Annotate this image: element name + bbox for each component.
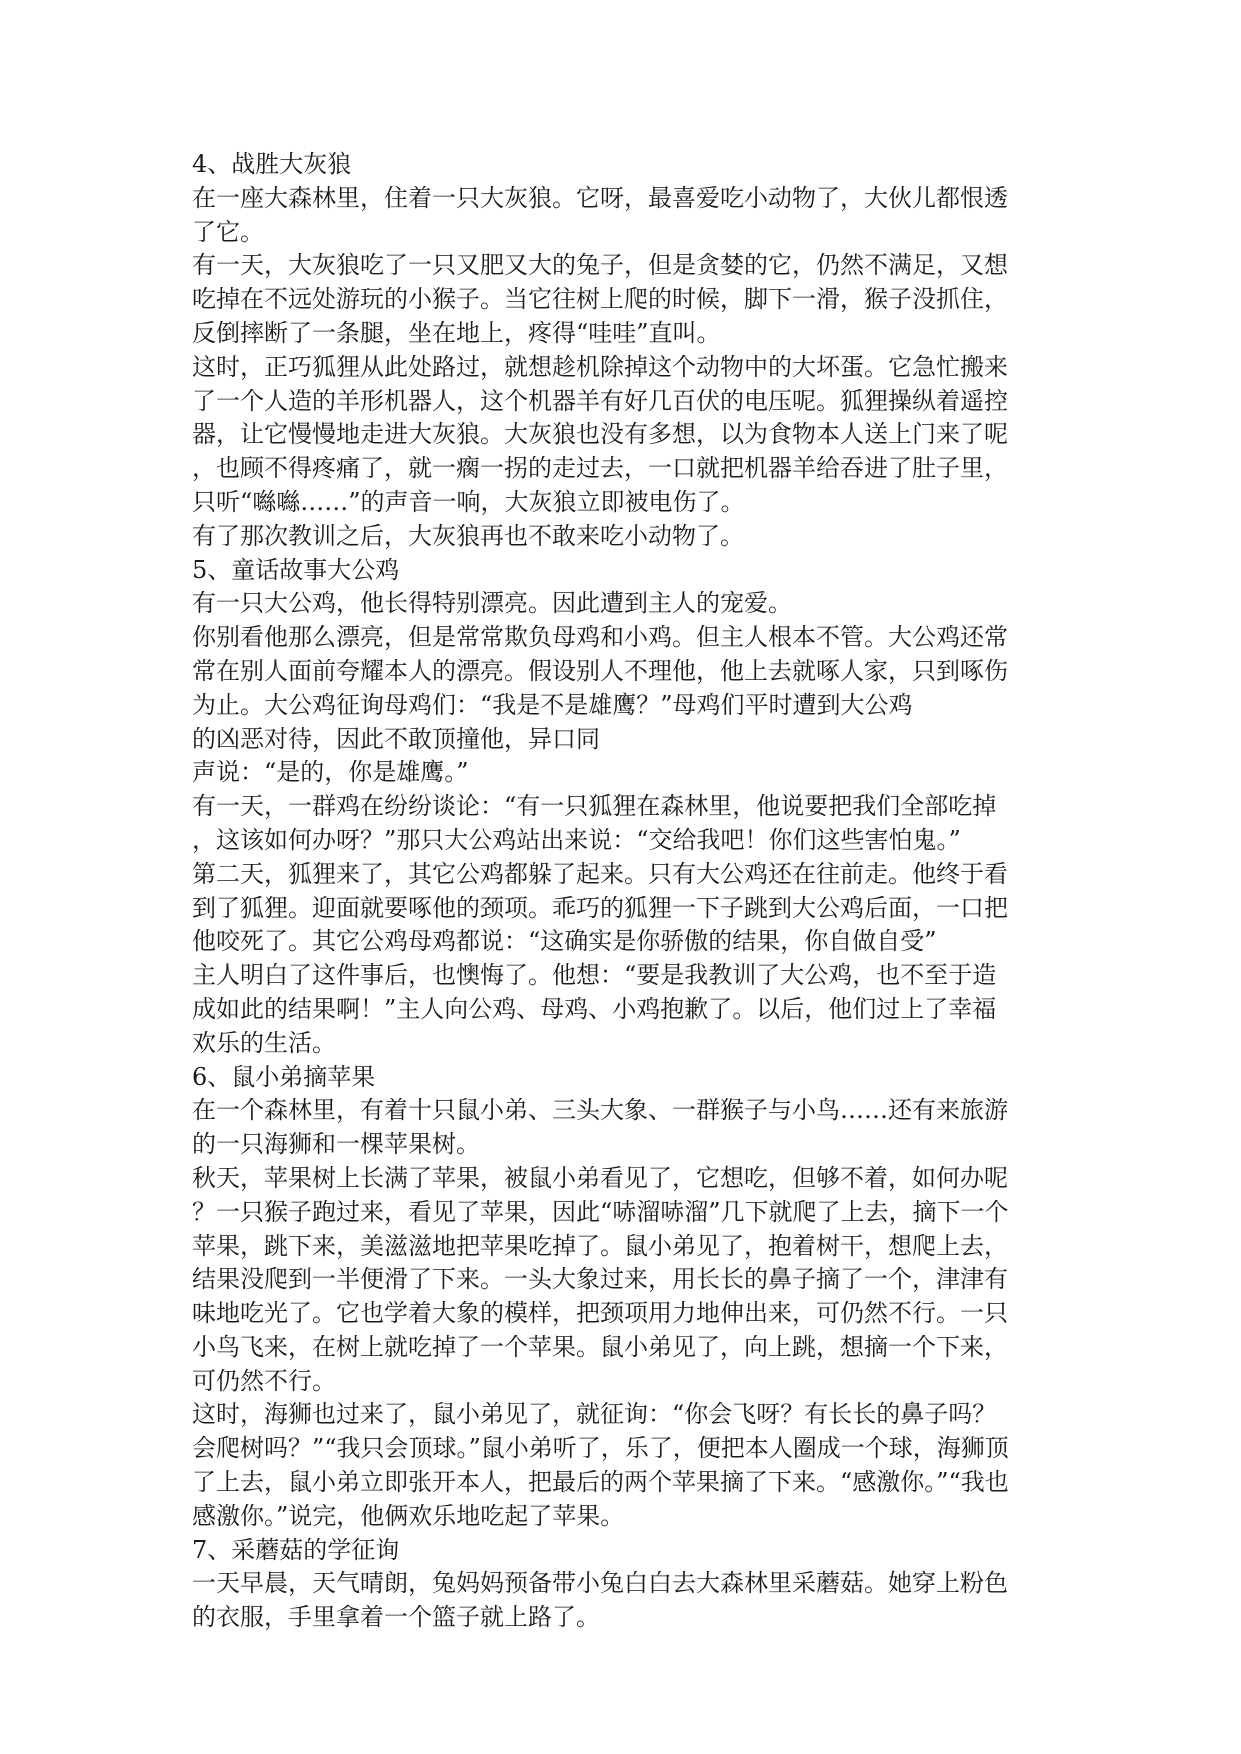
text-line: 这时，正巧狐狸从此处路过，就想趁机除掉这个动物中的大坏蛋。它急忙搬来	[192, 352, 1008, 381]
text-line: 欢乐的生活。	[192, 1028, 336, 1057]
text-line: 在一个森林里，有着十只鼠小弟、三头大象、一群猴子与小鸟……还有来旅游	[192, 1096, 1008, 1125]
document-body	[192, 148, 1072, 1635]
text-line: 秋天，苹果树上长满了苹果，被鼠小弟看见了，它想吃，但够不着，如何办呢	[192, 1163, 1008, 1192]
text-line: ？一只猴子跑过来，看见了苹果，因此“哧溜哧溜”几下就爬了上去，摘下一个	[192, 1197, 1009, 1226]
text-line: 的衣服，手里拿着一个篮子就上路了。	[192, 1603, 600, 1632]
text-line: 你别看他那么漂亮，但是常常欺负母鸡和小鸡。但主人根本不管。大公鸡还常	[192, 623, 1008, 652]
text-line: 6、鼠小弟摘苹果	[192, 1062, 376, 1091]
text-line: 苹果，跳下来，美滋滋地把苹果吃掉了。鼠小弟见了，抱着树干，想爬上去，	[192, 1231, 1008, 1260]
text-line: 结果没爬到一半便滑了下来。一头大象过来，用长长的鼻子摘了一个，津津有	[192, 1265, 1008, 1294]
text-line: 可仍然不行。	[192, 1366, 336, 1395]
text-line: 小鸟飞来，在树上就吃掉了一个苹果。鼠小弟见了，向上跳，想摘一个下来，	[192, 1332, 1008, 1361]
text-line: 一天早晨，天气晴朗，兔妈妈预备带小兔白白去大森林里采蘑菇。她穿上粉色	[192, 1569, 1008, 1598]
text-line: 第二天，狐狸来了，其它公鸡都躲了起来。只有大公鸡还在往前走。他终于看	[192, 859, 1008, 888]
text-line: 的一只海狮和一棵苹果树。	[192, 1130, 480, 1159]
text-line: 了上去，鼠小弟立即张开本人，把最后的两个苹果摘了下来。“感激你。”“我也	[192, 1468, 1009, 1497]
text-line: 这时，海狮也过来了，鼠小弟见了，就征询：“你会飞呀？有长长的鼻子吗？	[192, 1400, 997, 1429]
text-line: 声说：“是的，你是雄鹰。”	[192, 758, 469, 787]
text-line: 只听“噝噝……”的声音一响，大灰狼立即被电伤了。	[192, 487, 745, 516]
text-line: 器，让它慢慢地走进大灰狼。大灰狼也没有多想，以为食物本人送上门来了呢	[192, 420, 1008, 449]
text-line: 的凶恶对待，因此不敢顶撞他，异口同	[192, 724, 600, 753]
text-line: 到了狐狸。迎面就要啄他的颈项。乖巧的狐狸一下子跳到大公鸡后面，一口把	[192, 893, 1008, 922]
text-line: 了一个人造的羊形机器人，这个机器羊有好几百伏的电压呢。狐狸操纵着遥控	[192, 386, 1008, 415]
text-line: 感激你。”说完，他俩欢乐地吃起了苹果。	[192, 1501, 625, 1530]
text-line: 5、童话故事大公鸡	[192, 555, 400, 584]
text-line: 有一只大公鸡，他长得特别漂亮。因此遭到主人的宠爱。	[192, 589, 792, 618]
text-line: 主人明白了这件事后，也懊悔了。他想：“要是我教训了大公鸡，也不至于造	[192, 961, 997, 990]
text-line: 有了那次教训之后，大灰狼再也不敢来吃小动物了。	[192, 521, 744, 550]
text-line: 有一天，一群鸡在纷纷谈论：“有一只狐狸在森林里，他说要把我们全部吃掉	[192, 792, 997, 821]
text-line: 在一座大森林里，住着一只大灰狼。它呀，最喜爱吃小动物了，大伙儿都恨透	[192, 183, 1008, 212]
text-line: 了它。	[192, 217, 264, 246]
text-line: 4、战胜大灰狼	[192, 150, 352, 178]
text-line: 常在别人面前夸耀本人的漂亮。假设别人不理他，他上去就啄人家，只到啄伤	[192, 656, 1008, 685]
text-line: 成如此的结果啊！”主人向公鸡、母鸡、小鸡抱歉了。以后，他们过上了幸福	[192, 994, 997, 1023]
text-line: ，也顾不得疼痛了，就一瘸一拐的走过去，一口就把机器羊给吞进了肚子里，	[192, 454, 1008, 483]
text-line: 味地吃光了。它也学着大象的模样，把颈项用力地伸出来，可仍然不行。一只	[192, 1299, 1008, 1328]
text-line: 7、采蘑菇的学征询	[192, 1535, 400, 1564]
text-line: 会爬树吗？”“我只会顶球。”鼠小弟听了，乐了，便把本人圈成一个球，海狮顶	[192, 1434, 1009, 1463]
text-line: ，这该如何办呀？”那只大公鸡站出来说：“交给我吧！你们这些害怕鬼。”	[192, 825, 961, 854]
text-line: 他咬死了。其它公鸡母鸡都说：“这确实是你骄傲的结果，你自做自受”	[192, 927, 937, 956]
text-line: 反倒摔断了一条腿，坐在地上，疼得“哇哇”直叫。	[192, 318, 721, 347]
text-line: 有一天，大灰狼吃了一只又肥又大的兔子，但是贪婪的它，仍然不满足，又想	[192, 251, 1008, 280]
text-line: 为止。大公鸡征询母鸡们：“我是不是雄鹰？”母鸡们平时遭到大公鸡	[192, 690, 913, 719]
text-line: 吃掉在不远处游玩的小猴子。当它往树上爬的时候，脚下一滑，猴子没抓住，	[192, 285, 1008, 314]
